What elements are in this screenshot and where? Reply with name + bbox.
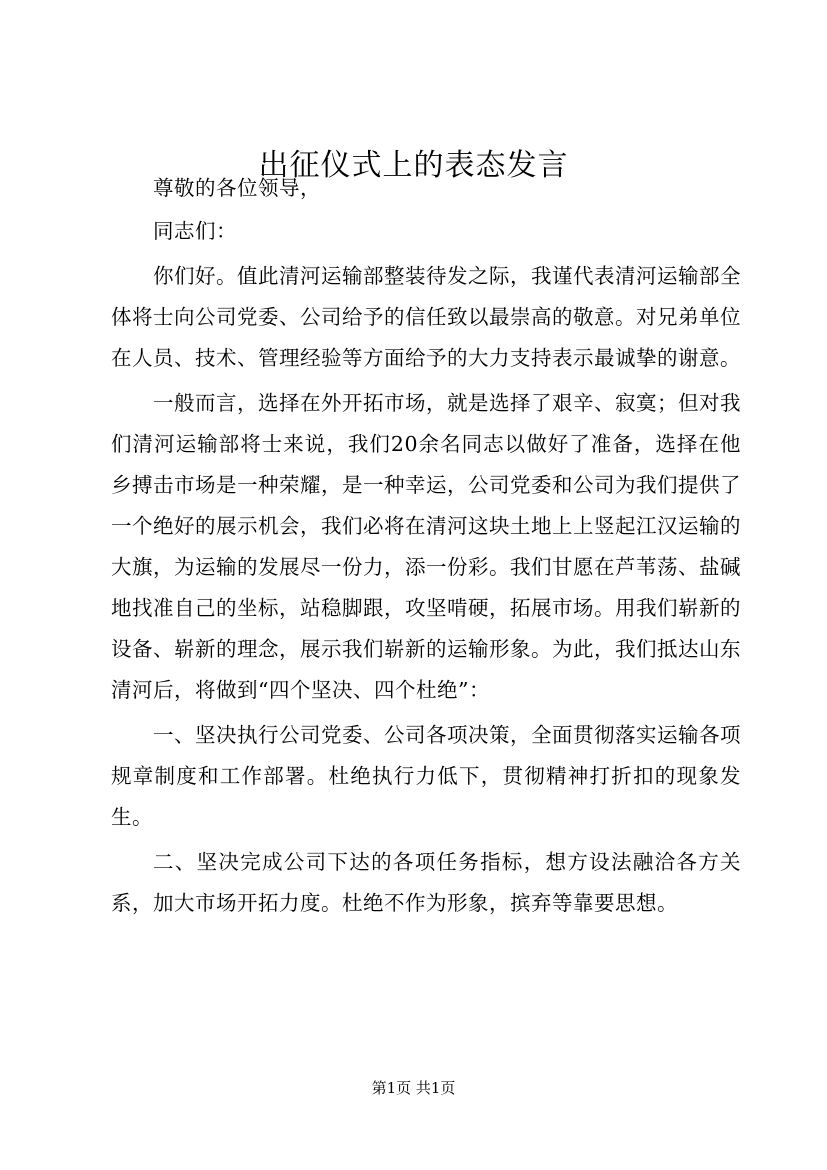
paragraph-point-two: 二、坚决完成公司下达的各项任务指标，想方设法融洽各方关系，加大市场开拓力度。杜绝不作为形象，摈弃等靠要思想。 (111, 850, 741, 915)
salutation-leaders: 尊敬的各位领导， (153, 176, 321, 200)
page-footer (0, 1078, 827, 1098)
document-body (111, 168, 741, 924)
document-title: 出征仪式上的表态发言 (258, 148, 569, 183)
page-number-label: 第1页 共1页 (371, 1079, 456, 1097)
paragraph-commitment: 一般而言，选择在外开拓市场，就是选择了艰辛、寂寞；但对我们清河运输部将士来说，我们20余名同志以做好了准备，选择在他乡搏击市场是一种荣耀，是一种幸运，公司党委和公司为我们提供了一个绝好的展示机会，我们必将在清河这块土地上上竖起江汉运输的大旗，为运输的发展尽一份力，添一份彩。我们甘愿在芦苇荡、盐碱地找准自己的坐标，站稳脚跟，攻坚啃硬，拓展市场。用我们崭新的设备、崭新的理念，展示我们崭新的运输形象。为此，我们抵达山东清河后，将做到“四个坚决、四个杜绝”： (111, 391, 741, 702)
salutation-comrades: 同志们： (153, 219, 237, 243)
paragraph-greeting: 你们好。值此清河运输部整装待发之际，我谨代表清河运输部全体将士向公司党委、公司给予的信任致以最崇高的敬意。对兄弟单位在人员、技术、管理经验等方面给予的大力支持表示最诚挚的谢意。 (111, 264, 741, 370)
paragraph-point-one: 一、坚决执行公司党委、公司各项决策，全面贯彻落实运输各项规章制度和工作部署。杜绝执行力低下，贯彻精神打折扣的现象发生。 (111, 723, 741, 829)
